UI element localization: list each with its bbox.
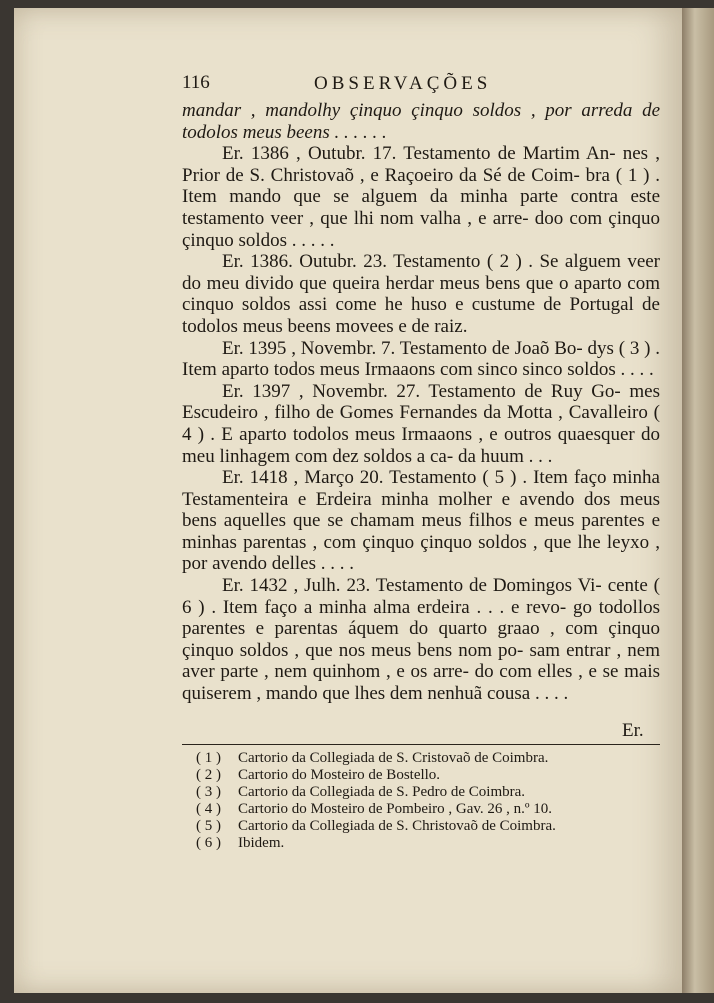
text-line: Er. 1386. Outubr. 23. Testamento ( 2 ) . Se alguem: [222, 251, 621, 273]
text-line: outros quaesquer do meu linhagem com dez soldos a ca-: [182, 423, 660, 467]
footnote-text: Cartorio da Collegiada de S. Pedro de Coimbra.: [238, 784, 526, 800]
footnote-text: Ibidem.: [238, 835, 285, 851]
text-line: Er. 1395 , Novembr. 7. Testamento de Joaõ Bo-: [222, 337, 583, 359]
text-line: Er. 1386 , Outubr. 17. Testamento de Martim An-: [222, 143, 616, 165]
text-line: mes Escudeiro , filho de Gomes Fernandes da Motta ,: [182, 380, 661, 424]
paragraph-1386-oct-17: [182, 143, 660, 251]
text-line: sam entrar , nem aver parte , nem quinhom , e os arre-: [182, 639, 660, 683]
text-line: do com elles , e se mais quiserem , mando que lhes dem: [182, 661, 660, 705]
text-line: que lhe leyxo , por avendo delles . . . .: [182, 531, 661, 575]
footnote-marker: ( 5 ): [196, 818, 221, 834]
text-line: parentes e minhas parentas , com çinquo çinquo soldos ,: [182, 510, 661, 553]
text-line: de Portugal de todolos meus beens movees e de raiz.: [182, 294, 660, 337]
footnote-4: [196, 801, 666, 818]
text-line: Er. 1397 , Novembr. 27. Testamento de Ruy Go-: [222, 380, 621, 402]
text-line: doo com çinquo çinquo soldos . . . . .: [182, 207, 660, 251]
text-line: cente ( 6 ) . Item faço a minha alma erdeira . . . e revo-: [182, 575, 661, 618]
text-line: dys ( 3 ) . Item aparto todos meus Irmaaons com sinco: [182, 337, 660, 381]
footnote-2: [196, 767, 666, 784]
text-line: aparto com cinquo soldos assi come he huso e custume: [182, 272, 661, 316]
text-line: mandar , mandolhy çinquo çinquo soldos , por arreda: [182, 100, 633, 121]
footnote-text: Cartorio da Collegiada de S. Cristovaõ de Coimbra.: [238, 750, 549, 766]
paragraph-1418: [182, 467, 660, 575]
paragraph-1386-oct-23: [182, 251, 660, 337]
footnote-marker: ( 1 ): [196, 750, 221, 766]
footnote-text: Cartorio da Collegiada de S. Christovaõ de Coimbra.: [238, 818, 556, 834]
footnote-6: [196, 835, 666, 852]
footnote-text: Cartorio do Mosteiro de Pombeiro , Gav. 26 , n.º 10.: [238, 801, 553, 817]
text-line: nes , Prior de S. Christovaõ , e Raçoeiro da Sé de Coim-: [182, 143, 660, 186]
footnote-marker: ( 4 ): [196, 801, 221, 817]
page-header: [182, 72, 662, 100]
footnote-text: Cartorio do Mosteiro de Bostello.: [238, 767, 441, 783]
footnote-3: [196, 784, 666, 801]
page-edge: [682, 8, 714, 993]
text-line: go todollos parentes e parentas áquem do quarto graao ,: [182, 596, 661, 640]
footnote-marker: ( 2 ): [196, 767, 221, 783]
text-line: sinco soldos . . . .: [522, 359, 654, 381]
body-text: [182, 100, 660, 705]
page-number: 116: [182, 72, 210, 93]
paragraph-1397: [182, 381, 660, 467]
footnote-marker: ( 3 ): [196, 784, 221, 800]
paragraph-1432: [182, 575, 660, 705]
running-title: OBSERVAÇÕES: [314, 73, 492, 94]
text-line: nenhuã cousa . . . .: [427, 683, 569, 705]
footnote-marker: ( 6 ): [196, 835, 221, 851]
text-line: de todolos meus beens . . . . . .: [182, 100, 661, 143]
text-line: Cavalleiro ( 4 ) . E aparto todolos meus Irmaaons , e: [182, 402, 661, 445]
footnote-1: [196, 750, 666, 767]
paragraph-continuation: [182, 100, 660, 143]
text-line: contra este testamento veer , que lhi nom valha , e arre-: [182, 186, 661, 229]
text-line: da huum . . .: [457, 445, 553, 467]
text-line: Er. 1418 , Março 20. Testamento ( 5 ) . Item faço: [222, 467, 607, 489]
text-line: Er. 1432 , Julh. 23. Testamento de Domingos Vi-: [222, 575, 602, 597]
text-line: dos meus bens aquelles que se chamam meus filhos e meus: [182, 488, 661, 532]
catchword: Er.: [622, 720, 644, 741]
footnotes: [196, 750, 666, 852]
text-line: minha Testamenteira e Erdeira minha molher e avendo: [182, 467, 660, 510]
footnote-5: [196, 818, 666, 835]
text-line: com çinquo çinquo soldos , que nos meus bens nom po-: [182, 618, 660, 661]
text-line: bra ( 1 ) . Item mando que se alguem da minha parte: [182, 164, 661, 208]
paragraph-1395: [182, 338, 660, 381]
footnote-rule: [182, 744, 660, 745]
text-line: veer do meu divido que queira herdar meus bens que o: [182, 251, 661, 294]
